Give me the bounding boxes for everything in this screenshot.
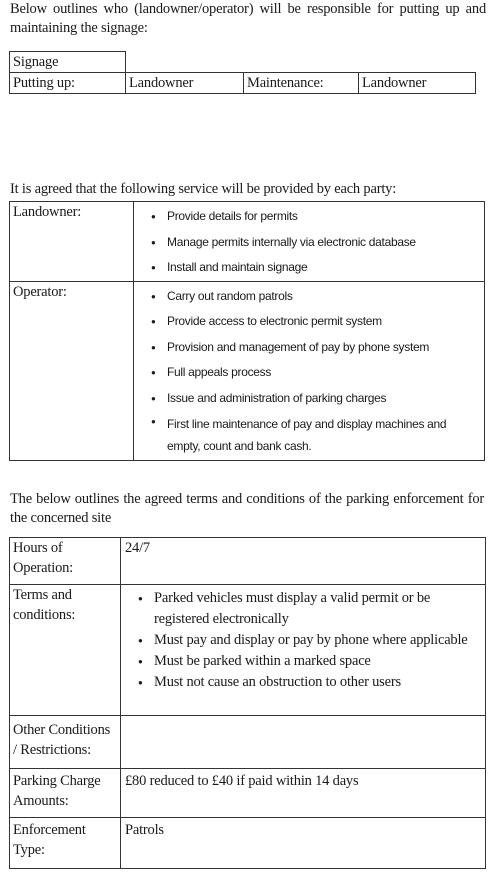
- list-item: ● Must not cause an obstruction to other users: [124, 672, 482, 693]
- terms-label: Terms and conditions:: [10, 585, 121, 716]
- signage-intro: Below outlines who (landowner/operator) will be responsible for putting up and maintaining the signage:: [10, 1, 486, 36]
- list-item: ● Manage permits internally via electronic database: [137, 230, 481, 256]
- terms-table: [9, 537, 486, 869]
- hours-label: Hours of Operation:: [10, 538, 121, 585]
- list-item: ● Full appeals process: [137, 360, 481, 386]
- table-row: [10, 585, 486, 716]
- table-row: [10, 202, 485, 282]
- party-services: [134, 281, 485, 460]
- party-services: [134, 202, 485, 282]
- list-item: ● Must pay and display or pay by phone where applicable: [124, 630, 482, 651]
- list-item: ● Provide access to electronic permit system: [137, 309, 481, 335]
- putting-up-label: Putting up:: [10, 73, 126, 94]
- other-label: Other Conditions / Restrictions:: [10, 716, 121, 769]
- enforcement-label: Enforcement Type:: [10, 818, 121, 869]
- terms-list: [121, 585, 486, 716]
- terms-intro: The below outlines the agreed terms and conditions of the parking enforcement for the concerned site: [10, 491, 484, 526]
- table-row: [10, 818, 486, 869]
- table-row: [10, 769, 486, 818]
- charge-value: £80 reduced to £40 if paid within 14 days: [121, 769, 486, 818]
- table-row: [10, 716, 486, 769]
- hours-value: 24/7: [121, 538, 486, 585]
- signage-table: [9, 51, 476, 94]
- other-value: [121, 716, 486, 769]
- list-item: ● Parked vehicles must display a valid permit or be registered electronically: [124, 588, 482, 630]
- party-label: Landowner:: [10, 202, 134, 282]
- party-label: Operator:: [10, 281, 134, 460]
- putting-up-value: Landowner: [126, 73, 244, 94]
- enforcement-value: Patrols: [121, 818, 486, 869]
- charge-label: Parking Charge Amounts:: [10, 769, 121, 818]
- list-item: ● Issue and administration of parking charges: [137, 386, 481, 412]
- maintenance-value: Landowner: [359, 73, 476, 94]
- list-item: ● Carry out random patrols: [137, 284, 481, 310]
- table-row: [10, 281, 485, 460]
- table-row: [10, 538, 486, 585]
- services-table: [9, 201, 485, 461]
- signage-header: Signage: [10, 52, 126, 73]
- maintenance-label: Maintenance:: [244, 73, 359, 94]
- services-intro: It is agreed that the following service will be provided by each party:: [10, 181, 397, 197]
- list-item: ● Provide details for permits: [137, 204, 481, 230]
- list-item: ● Must be parked within a marked space: [124, 651, 482, 672]
- list-item: ● Provision and management of pay by phone system: [137, 335, 481, 361]
- list-item: ● First line maintenance of pay and display machines and empty, count and bank cash.: [137, 411, 481, 457]
- list-item: ● Install and maintain signage: [137, 255, 481, 281]
